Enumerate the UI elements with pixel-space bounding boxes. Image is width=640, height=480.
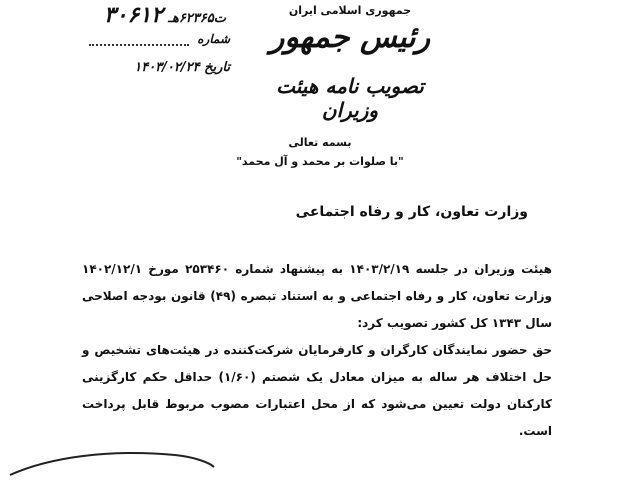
- header-logo: [255, 2, 445, 122]
- registration-block: [30, 2, 230, 82]
- number-label: شماره: [197, 32, 230, 46]
- registration-number: [104, 2, 230, 28]
- addressee: وزارت تعاون، کار و رفاه اجتماعی: [295, 204, 528, 220]
- decree-body: [82, 256, 552, 445]
- invocation-bismillah: بسمه تعالی: [288, 136, 352, 149]
- number-field: [89, 32, 230, 46]
- republic-title: جمهوری اسلامی ایران: [288, 4, 412, 17]
- date-value: ۱۴۰۳/۰۲/۲۴: [134, 60, 200, 75]
- invocation-salavat: "با صلوات بر محمد و آل محمد": [236, 155, 404, 168]
- signature-mark: [0, 445, 220, 480]
- body-paragraph-2: حق حضور نمایندگان کارگران و کارفرمایان شرکت‌کننده در هیئت‌های تشخیص و حل اختلاف هر ساله به میزان معادل یک شصتم (۱/۶۰) حداقل حکم کارگزینی کارکنان دولت تعیین می‌شود که از محل اعتبارات مصوب مربوط قابل پرداخت است.: [82, 343, 553, 438]
- number-dotted-line: [89, 34, 189, 46]
- decree-title: تصویب نامه هیئت وزیران: [276, 74, 424, 122]
- date-label: تاریخ: [204, 60, 230, 75]
- registration-number-suffix: ت۶۲۳۶۵هـ: [168, 11, 226, 26]
- body-paragraph-1: هیئت وزیران در جلسه ۱۴۰۳/۲/۱۹ به پیشنهاد شماره ۲۵۳۴۶۰ مورخ ۱۴۰۲/۱۲/۱ وزارت تعاون، کار و رفاه اجتماعی و به استناد تبصره (۴۹) قانون بودجه اصلاحی سال ۱۳۴۳ کل کشور تصویب کرد:: [82, 262, 553, 330]
- president-title: رئیس جمهور: [269, 20, 431, 55]
- registration-number-main: ۳۰۶۱۲: [103, 2, 163, 28]
- date-field: [134, 60, 230, 75]
